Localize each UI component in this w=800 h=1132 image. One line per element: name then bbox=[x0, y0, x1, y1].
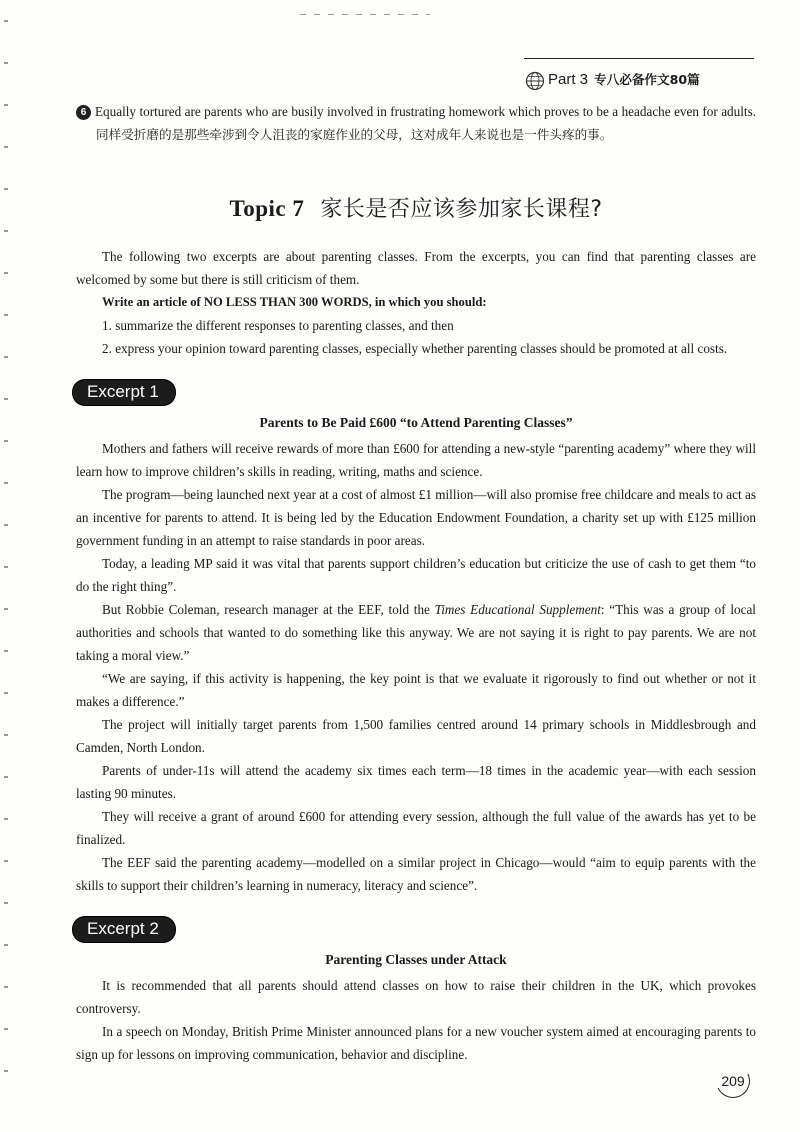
coleman-text-post: : “This was a group of local authorities and schools that wanted to do something like this anyway. We are not saying it is right to pay parents. We are not taking a moral view.” bbox=[76, 602, 756, 663]
excerpt-1-paragraph: Parents of under-11s will attend the academy six times each term—18 times in the academic year—with each session lasting 90 minutes. bbox=[76, 763, 756, 801]
excerpt-1-coleman-paragraph bbox=[76, 598, 756, 667]
excerpt-1-paragraph: They will receive a grant of around £600 for attending every session, although the full value of the awards has yet to be finalized. bbox=[76, 809, 756, 847]
excerpt-1-badge: Excerpt 1 bbox=[73, 380, 175, 405]
intro-text: The following two excerpts are about parenting classes. From the excerpts, you can find that parenting classes are welcomed by some but there is still criticism of them. bbox=[76, 249, 756, 287]
excerpt-2-title: Parenting Classes under Attack bbox=[325, 952, 507, 967]
excerpt-1-paragraph: The project will initially target parents from 1,500 families centred around 14 primary schools in Middlesbrough and Camden, North London. bbox=[76, 717, 756, 755]
running-header bbox=[524, 32, 754, 92]
excerpt-1-paragraph: Mothers and fathers will receive rewards of more than £600 for attending a new-style “parenting academy” where they will learn how to improve children’s skills in reading, writing, maths and science. bbox=[76, 441, 756, 479]
excerpt-2-paragraph: It is recommended that all parents should attend classes on how to raise their children in the UK, which provokes controversy. bbox=[76, 978, 756, 1016]
top-scan-rule bbox=[300, 14, 430, 15]
item-number-badge: 6 bbox=[76, 105, 91, 120]
excerpt-2-paragraph: In a speech on Monday, British Prime Minister announced plans for a new voucher system aimed at encouraging parents to sign up for lessons on improving communication, behavior and discipline. bbox=[76, 1024, 756, 1062]
header-part: Part 3 bbox=[548, 71, 589, 88]
topic-label: Topic 7 bbox=[229, 196, 305, 221]
excerpt-1-title: Parents to Be Paid £600 “to Attend Parenting Classes” bbox=[259, 415, 573, 430]
instruction-item-2: 2. express your opinion toward parenting classes, especially whether parenting classes should be promoted at all costs. bbox=[102, 341, 728, 356]
coleman-text-pre: But Robbie Coleman, research manager at the EEF, told the bbox=[102, 602, 435, 617]
header-series: 专八必备作文80篇 bbox=[594, 72, 700, 87]
header-rule bbox=[524, 58, 754, 59]
prev-item-en: Equally tortured are parents who are busily involved in frustrating homework which proves to be a headache even for adults. bbox=[95, 104, 756, 119]
page-number: 209 bbox=[716, 1064, 750, 1098]
instruction: Write an article of NO LESS THAN 300 WORDS, in which you should: bbox=[102, 295, 487, 309]
page-content bbox=[76, 100, 756, 1066]
topic-title-cn: 家长是否应该参加家长课程? bbox=[320, 197, 603, 222]
instruction-item-1: 1. summarize the different responses to parenting classes, and then bbox=[102, 318, 454, 333]
prev-item-6 bbox=[76, 100, 756, 146]
topic-title bbox=[76, 192, 756, 223]
excerpt-1-paragraph: Today, a leading MP said it was vital that parents support children’s education but criticize the use of cash to get them “to do the right thing”. bbox=[76, 556, 756, 594]
excerpt-1-paragraph: The EEF said the parenting academy—modelled on a similar project in Chicago—would “aim to equip parents with the skills to support their children’s learning in numeracy, literacy and science”. bbox=[76, 855, 756, 893]
binding-margin-marks bbox=[4, 20, 8, 1110]
prev-item-zh: 同样受折磨的是那些牵涉到令人沮丧的家庭作业的父母，这对成年人来说也是一件头疼的事。 bbox=[96, 127, 613, 142]
publication-name: Times Educational Supplement bbox=[434, 602, 601, 617]
globe-icon bbox=[524, 70, 546, 92]
header-label bbox=[548, 69, 700, 88]
excerpt-1-paragraph: “We are saying, if this activity is happening, the key point is that we evaluate it rigorously to find out whether or not it makes a difference.” bbox=[76, 671, 756, 709]
excerpt-2-badge: Excerpt 2 bbox=[73, 917, 175, 942]
excerpt-1-paragraph: The program—being launched next year at a cost of almost £1 million—will also promise free childcare and meals to act as an incentive for parents to attend. It is being led by the Education Endowment Foundation, a charity set up with £125 million government funding in an attempt to raise standards in poor areas. bbox=[76, 487, 756, 548]
